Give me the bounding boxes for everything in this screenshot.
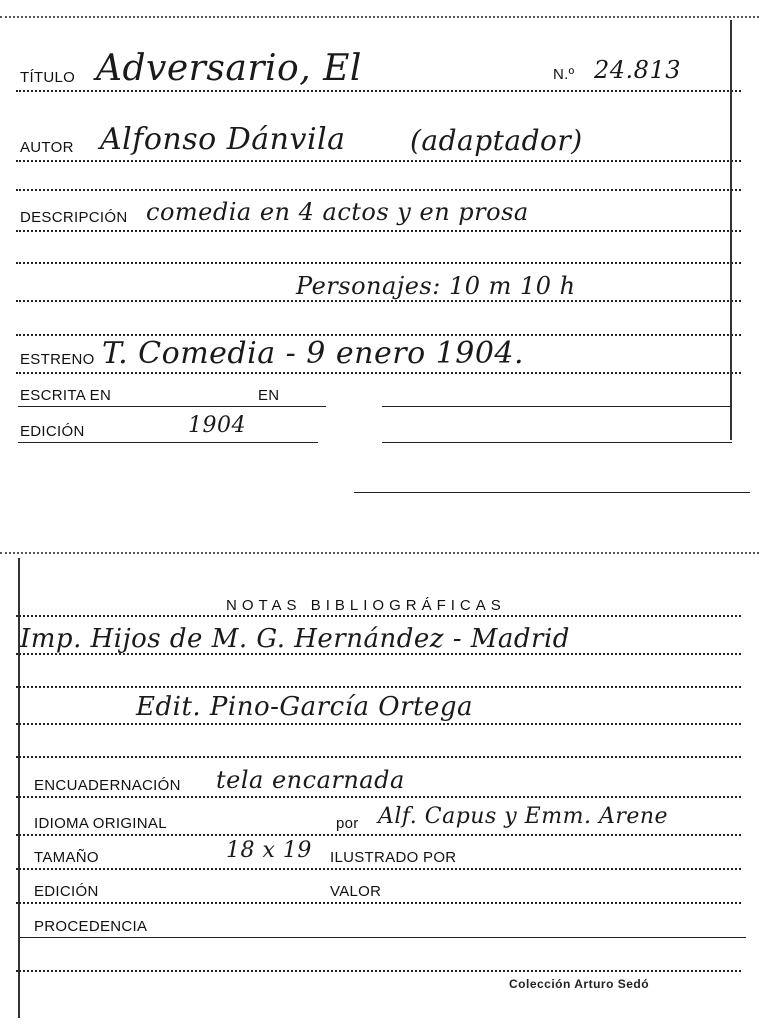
numero-value: 24.813 bbox=[594, 56, 681, 84]
row-line-blank-2 bbox=[16, 262, 741, 264]
titulo-label: TÍTULO bbox=[20, 69, 76, 86]
estreno-value: T. Comedia - 9 enero 1904. bbox=[102, 336, 525, 371]
row-line-tamano bbox=[16, 868, 741, 870]
por-value: Alf. Capus y Emm. Arene bbox=[378, 804, 669, 829]
row-line-idioma bbox=[16, 834, 741, 836]
descripcion-label: DESCRIPCIÓN bbox=[20, 209, 128, 226]
autor-label: AUTOR bbox=[20, 139, 74, 156]
row-line-blank-5 bbox=[16, 756, 741, 758]
edicion-label: EDICIÓN bbox=[20, 423, 85, 440]
row-line-edicion-bottom bbox=[16, 902, 741, 904]
idioma-label: IDIOMA ORIGINAL bbox=[34, 815, 167, 832]
procedencia-label: PROCEDENCIA bbox=[34, 918, 148, 935]
escrita-line-2 bbox=[382, 406, 732, 407]
catalog-card-bottom bbox=[0, 540, 759, 1028]
note-line-1: Imp. Hijos de M. G. Hernández - Madrid bbox=[20, 624, 570, 654]
ilustrado-label: ILUSTRADO POR bbox=[330, 849, 457, 866]
edicion-line-1 bbox=[18, 442, 318, 443]
tamano-value: 18 x 19 bbox=[226, 838, 312, 863]
por-label: por bbox=[336, 815, 359, 832]
row-line-note-1 bbox=[16, 653, 741, 655]
encuadernacion-label: ENCUADERNACIÓN bbox=[34, 777, 181, 794]
personajes-value: Personajes: 10 m 10 h bbox=[296, 272, 576, 300]
row-line-encuadernacion bbox=[16, 796, 741, 798]
autor-note: (adaptador) bbox=[410, 124, 583, 157]
tamano-label: TAMAÑO bbox=[34, 849, 99, 866]
autor-value: Alfonso Dánvila bbox=[100, 122, 346, 157]
row-line-blank-4 bbox=[16, 686, 741, 688]
descripcion-value: comedia en 4 actos y en prosa bbox=[146, 198, 529, 226]
collection-footer: Colección Arturo Sedó bbox=[509, 977, 650, 991]
titulo-value: Adversario, El bbox=[96, 48, 362, 89]
encuadernacion-value: tela encarnada bbox=[216, 766, 405, 794]
estreno-label: ESTRENO bbox=[20, 351, 95, 368]
row-line-personajes bbox=[16, 300, 741, 302]
row-line-blank-1 bbox=[16, 189, 741, 191]
row-line-autor bbox=[16, 160, 741, 162]
edicion-line-2 bbox=[382, 442, 732, 443]
catalog-card-top bbox=[0, 0, 759, 500]
row-line-procedencia bbox=[20, 937, 746, 938]
numero-label: N.º bbox=[553, 66, 575, 83]
row-line-note-2 bbox=[16, 723, 741, 725]
row-line-estreno bbox=[16, 372, 741, 374]
row-line-titulo bbox=[16, 90, 741, 92]
edicion-bottom-label: EDICIÓN bbox=[34, 883, 99, 900]
card-bottom-edge bbox=[0, 552, 759, 554]
en-label: EN bbox=[258, 387, 280, 404]
escrita-en-label: ESCRITA EN bbox=[20, 387, 112, 404]
valor-label: VALOR bbox=[330, 883, 382, 900]
note-line-2: Edit. Pino-García Ortega bbox=[136, 692, 473, 722]
row-line-descripcion bbox=[16, 230, 741, 232]
notas-heading: NOTAS BIBLIOGRÁFICAS bbox=[226, 597, 506, 614]
row-line-notas-heading bbox=[16, 615, 741, 617]
edicion-value: 1904 bbox=[188, 413, 246, 438]
card-bottom-rule bbox=[354, 492, 750, 493]
card-top-edge bbox=[0, 16, 759, 18]
escrita-line-1 bbox=[18, 406, 326, 407]
row-line-blank-6 bbox=[16, 970, 741, 972]
